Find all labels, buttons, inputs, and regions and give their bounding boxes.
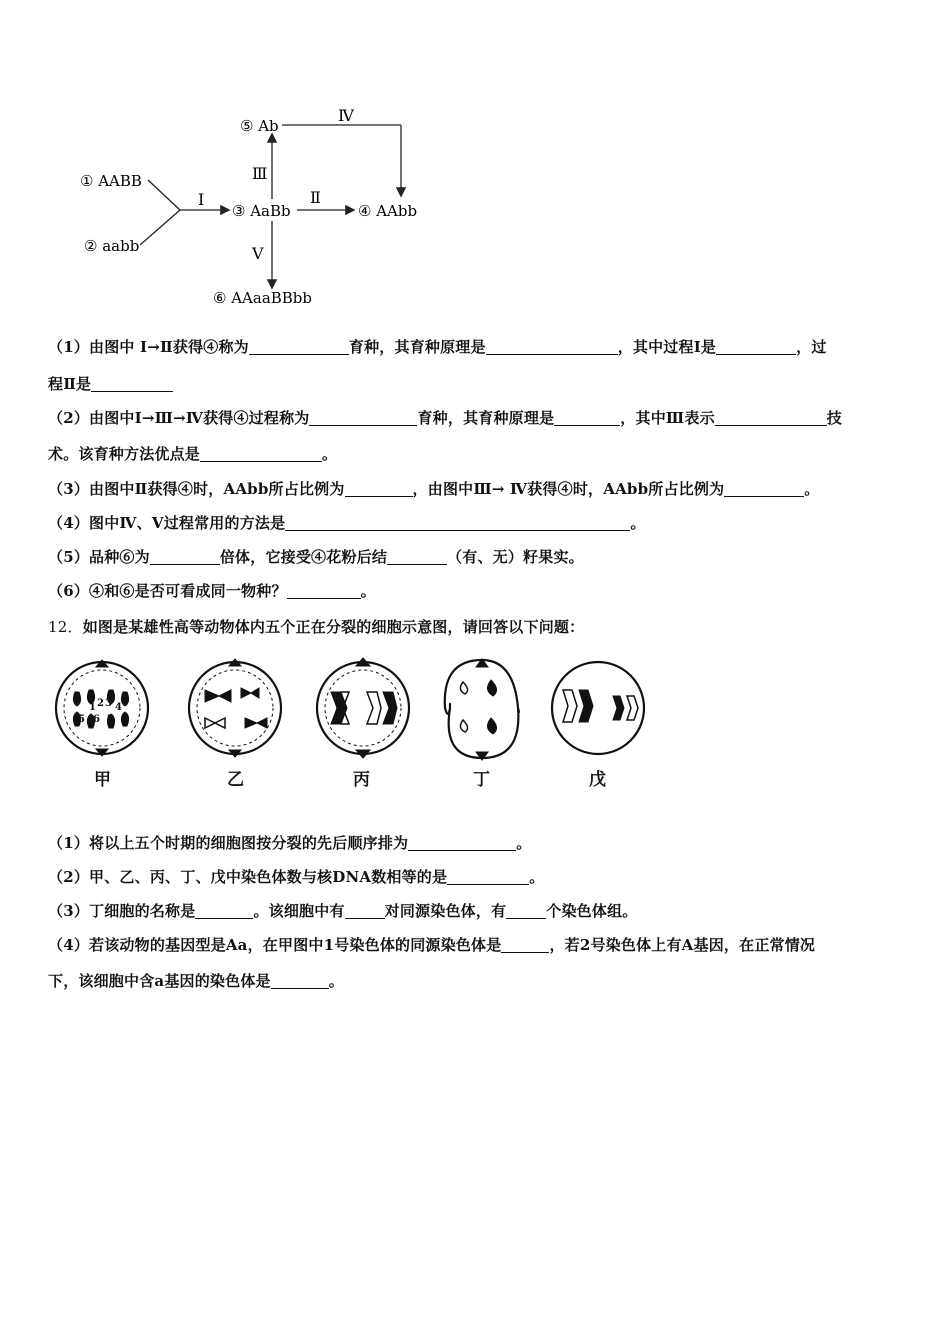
answer-blank[interactable] <box>285 515 630 531</box>
question-number: 12． <box>48 618 83 636</box>
answer-blank[interactable] <box>408 835 516 851</box>
chrom-label: 8 <box>121 714 128 725</box>
node-aabb-parent1: ① AABB <box>80 172 142 190</box>
cell-label-ding: 丁 <box>473 770 490 790</box>
q12-part1: （1）将以上五个时期的细胞图按分裂的先后顺序排为 。 <box>48 834 532 852</box>
cell-wu <box>552 662 644 754</box>
answer-blank[interactable] <box>716 339 796 355</box>
cell-label-yi: 乙 <box>227 770 244 790</box>
answer-blank[interactable] <box>554 410 620 426</box>
node-aabb-target: ④ AAbb <box>358 202 418 220</box>
chrom-label: 1 <box>89 702 96 713</box>
answer-blank[interactable] <box>387 549 447 565</box>
answer-blank[interactable] <box>249 339 349 355</box>
q12-part4-cont: 下，该细胞中含a基因的染色体是 。 <box>48 972 344 990</box>
answer-blank[interactable] <box>200 446 322 462</box>
answer-blank[interactable] <box>150 549 220 565</box>
cell-label-jia: 甲 <box>94 770 111 790</box>
node-aabb-f1: ③ AaBb <box>232 202 291 220</box>
q12-part3: （3）丁细胞的名称是 。该细胞中有 对同源染色体，有 个染色体组。 <box>48 902 638 920</box>
cell-label-wu: 戊 <box>589 770 606 790</box>
label-step-IV: Ⅳ <box>338 106 354 125</box>
label-step-I: Ⅰ <box>198 190 205 209</box>
node-tetraploid: ⑥ AAaaBBbb <box>213 289 313 307</box>
q12-part4: （4）若该动物的基因型是Aa，在甲图中1号染色体的同源染色体是 ，若2号染色体上有A基因，在正常情况 <box>48 936 816 954</box>
answer-blank[interactable] <box>287 583 361 599</box>
cell-yi <box>189 659 281 757</box>
q11-part2-cont: 术。该育种方法优点是 。 <box>48 445 338 463</box>
cell-jia <box>56 660 148 756</box>
answer-blank[interactable] <box>345 481 413 497</box>
answer-blank[interactable] <box>195 903 253 919</box>
chrom-label: 3 <box>105 698 112 709</box>
chrom-label: 7 <box>107 714 114 725</box>
breeding-diagram <box>60 95 460 320</box>
answer-blank[interactable] <box>345 903 385 919</box>
q11-part3: （3）由图中Ⅱ获得④时，AAbb所占比例为 ，由图中Ⅲ→ Ⅳ获得④时，AAbb所占比例为 。 <box>48 480 820 498</box>
answer-blank[interactable] <box>715 410 827 426</box>
chrom-label: 4 <box>115 702 122 713</box>
q12-stem: 12．如图是某雄性高等动物体内五个正在分裂的细胞示意图，请回答以下问题： <box>48 618 585 636</box>
label-step-V: Ⅴ <box>252 244 264 263</box>
node-aabb-parent2: ② aabb <box>84 237 140 255</box>
q11-part1: （1）由图中 Ⅰ→Ⅱ获得④称为 育种，其育种原理是 ，其中过程Ⅰ是 ，过 <box>48 338 827 356</box>
q12-part2: （2）甲、乙、丙、丁、戊中染色体数与核DNA数相等的是 。 <box>48 868 545 886</box>
answer-blank[interactable] <box>447 869 529 885</box>
q11-part1-cont: 程Ⅱ是 <box>48 373 173 394</box>
chrom-label: 5 <box>78 714 85 725</box>
q11-part4: （4）图中Ⅳ、Ⅴ过程常用的方法是 。 <box>48 514 646 532</box>
cell-label-bing: 丙 <box>353 770 370 790</box>
cell-bing <box>317 658 409 758</box>
cell-ding <box>445 659 519 760</box>
label-step-II: Ⅱ <box>310 188 321 207</box>
cell-division-figure <box>45 640 665 805</box>
label-step-III: Ⅲ <box>252 164 268 183</box>
chrom-label: 6 <box>93 714 100 725</box>
q11-part2: （2）由图中Ⅰ→Ⅲ→Ⅳ获得④过程称为 育种，其育种原理是 ，其中Ⅲ表示 技 <box>48 409 842 427</box>
chrom-label: 2 <box>97 698 104 709</box>
answer-blank[interactable] <box>506 903 546 919</box>
answer-blank[interactable] <box>724 481 804 497</box>
answer-blank[interactable] <box>486 339 618 355</box>
node-ab-haploid: ⑤ Ab <box>240 117 279 135</box>
answer-blank[interactable] <box>501 937 549 953</box>
answer-blank[interactable] <box>309 410 417 426</box>
answer-blank[interactable] <box>91 376 173 392</box>
q11-part5: （5）品种⑥为 倍体，它接受④花粉后结 （有、无）籽果实。 <box>48 548 584 566</box>
q11-part6: （6）④和⑥是否可看成同一物种？ 。 <box>48 582 376 600</box>
answer-blank[interactable] <box>271 973 329 989</box>
